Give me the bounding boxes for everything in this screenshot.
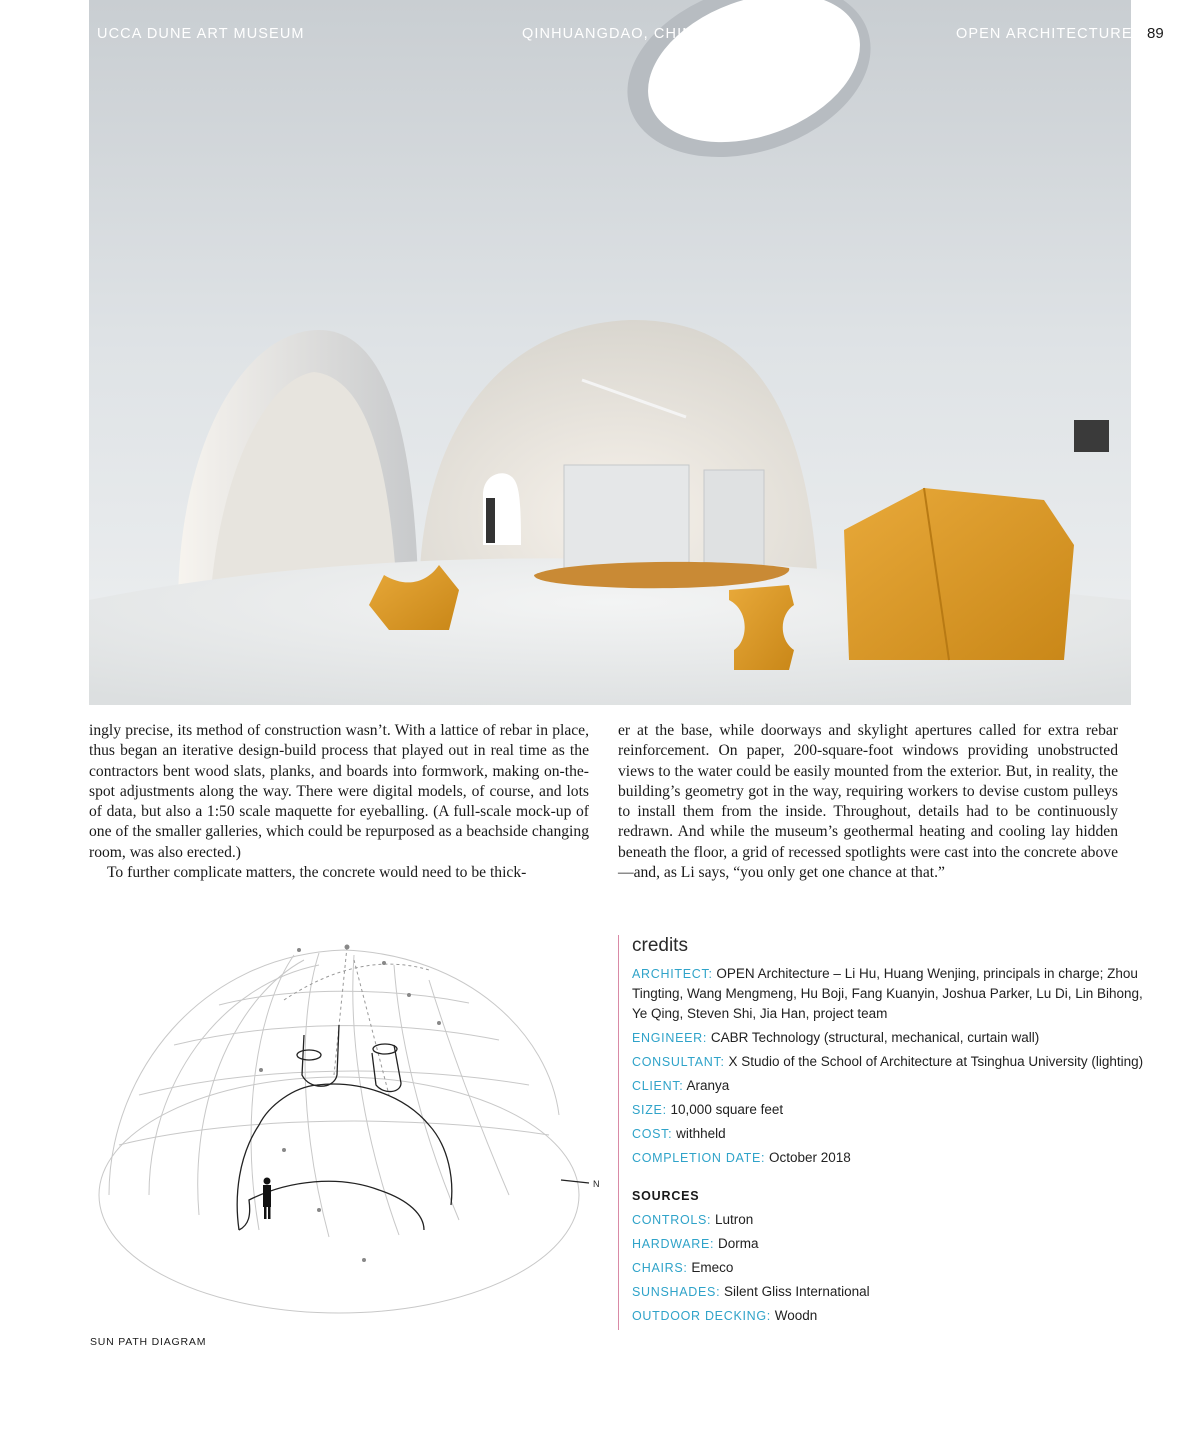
body-paragraph: ingly precise, its method of construction wasn’t. With a lattice of rebar in place, thus began an iterative design-build process that played out in real time as the contractors bent wood slats, planks, and boards into formwork, making on-the-spot adjustments along the way. There were digital models, of course, and lots of data, but also a 1:50 scale maquette for eyeballing. (A full-scale mock-up of one of the smaller galleries, which could be repurposed as a beachside changing room, was also erected.) — [89, 722, 589, 861]
source-chairs — [632, 1258, 1152, 1278]
sources-title: SOURCES — [632, 1189, 700, 1203]
credit-size — [632, 1100, 1152, 1120]
credit-label: CONSULTANT: — [632, 1055, 725, 1069]
source-hardware — [632, 1234, 1152, 1254]
human-scale-figure — [263, 1178, 271, 1220]
body-paragraph: To further complicate matters, the concrete would need to be thick- — [107, 864, 527, 882]
source-label: SUNSHADES: — [632, 1285, 721, 1299]
source-value: Woodn — [774, 1308, 818, 1323]
credit-consultant — [632, 1052, 1152, 1072]
header-architect: OPEN ARCHITECTURE — [956, 26, 1133, 42]
page-number: 89 — [1147, 25, 1164, 42]
credit-label: ENGINEER: — [632, 1031, 708, 1045]
credit-label: ARCHITECT: — [632, 967, 713, 981]
header-article-title: UCCA DUNE ART MUSEUM — [97, 26, 305, 42]
source-label: OUTDOOR DECKING: — [632, 1309, 771, 1323]
body-column-right — [618, 721, 1118, 883]
ground-ellipse — [99, 1077, 579, 1313]
credit-value: OPEN Architecture – Li Hu, Huang Wenjing, principals in charge; Zhou Tingting, Wang Mengmeng, Hu Boji, Fang Kuanyin, Joshua Parker, Lu Di, Lin Bihong, Ye Qing, Steven Shi, Jia Han, project team — [632, 966, 1143, 1021]
credit-label: COMPLETION DATE: — [632, 1151, 766, 1165]
credit-label: SIZE: — [632, 1103, 667, 1117]
source-controls — [632, 1210, 1152, 1230]
source-label: HARDWARE: — [632, 1237, 715, 1251]
sun-path-diagram — [89, 925, 609, 1325]
source-value: Dorma — [718, 1236, 759, 1251]
credit-completion-date — [632, 1148, 1152, 1168]
header-location: QINHUANGDAO, CHINA — [522, 26, 705, 42]
credit-value: withheld — [676, 1126, 726, 1141]
credit-value: CABR Technology (structural, mechanical, curtain wall) — [710, 1030, 1040, 1045]
source-label: CONTROLS: — [632, 1213, 712, 1227]
source-value: Lutron — [715, 1212, 754, 1227]
credit-value: 10,000 square feet — [670, 1102, 784, 1117]
diagram-caption: SUN PATH DIAGRAM — [90, 1336, 207, 1348]
credit-value: October 2018 — [768, 1150, 851, 1165]
photo-illustration — [89, 0, 1131, 705]
body-paragraph: er at the base, while doorways and skylight apertures called for extra rebar reinforcement. On paper, 200-square-foot windows providing unobstructed views to the water could be easily mounted from the exterior. But, in reality, the building’s geometry got in the way, requiring workers to devise custom pulleys to install them from the inside. Throughout, details had to be continuously redrawn. And while the museum’s geothermal heating and cooling lay hidden beneath the floor, a grid of recessed spotlights were cast into the concrete above—and, as Li says, “you only get one chance at that.” — [618, 722, 1118, 882]
credit-architect — [632, 964, 1152, 1024]
credits-title: credits — [632, 935, 688, 956]
source-value: Silent Gliss International — [724, 1284, 870, 1299]
source-outdoor-decking — [632, 1306, 1152, 1326]
source-sunshades — [632, 1282, 1152, 1302]
source-label: CHAIRS: — [632, 1261, 688, 1275]
credit-cost — [632, 1124, 1152, 1144]
credit-value: Aranya — [686, 1078, 730, 1093]
credit-value: X Studio of the School of Architecture at Tsinghua University (lighting) — [728, 1054, 1144, 1069]
credit-label: CLIENT: — [632, 1079, 684, 1093]
credits-panel — [618, 935, 1152, 1330]
north-label: N — [593, 1179, 600, 1189]
source-value: Emeco — [691, 1260, 734, 1275]
sun-path-drawing — [89, 925, 609, 1325]
credit-client — [632, 1076, 1152, 1096]
body-column-left — [89, 721, 589, 883]
museum-interior-photo — [89, 0, 1131, 705]
credit-label: COST: — [632, 1127, 673, 1141]
credit-engineer — [632, 1028, 1152, 1048]
